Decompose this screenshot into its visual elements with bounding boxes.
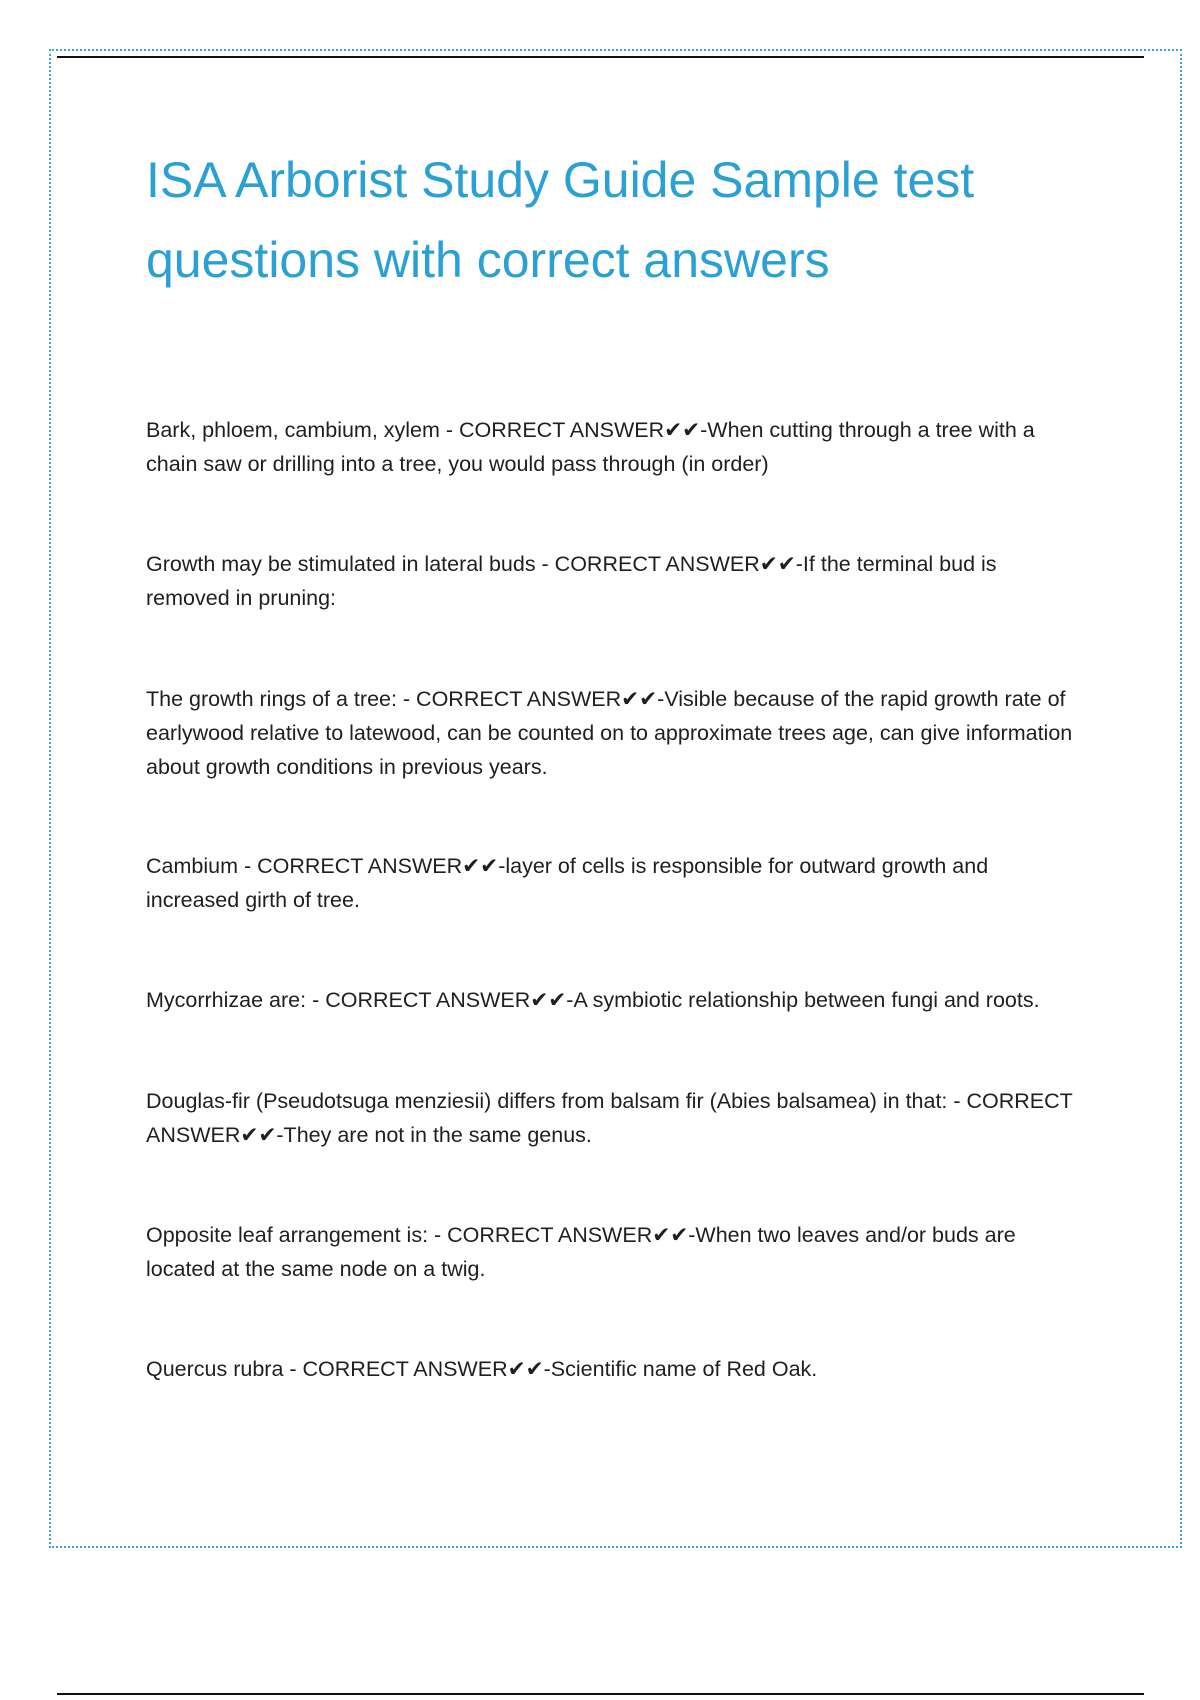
page-title: ISA Arborist Study Guide Sample test questions with correct answers <box>146 152 975 288</box>
qa-item: Growth may be stimulated in lateral buds - CORRECT ANSWER✔✔-If the terminal bud is removed in pruning: <box>146 552 997 610</box>
bottom-rule <box>57 1693 1144 1695</box>
qa-item: Mycorrhizae are: - CORRECT ANSWER✔✔-A symbiotic relationship between fungi and roots. <box>146 988 1040 1012</box>
qa-item: Opposite leaf arrangement is: - CORRECT ANSWER✔✔-When two leaves and/or buds are located at the same node on a twig. <box>146 1223 1016 1281</box>
qa-item: Cambium - CORRECT ANSWER✔✔-layer of cells is responsible for outward growth and increased girth of tree. <box>146 854 989 912</box>
qa-item: Quercus rubra - CORRECT ANSWER✔✔-Scientific name of Red Oak. <box>146 1357 818 1381</box>
top-rule <box>57 56 1144 58</box>
qa-item: Bark, phloem, cambium, xylem - CORRECT ANSWER✔✔-When cutting through a tree with a chain saw or drilling into a tree, you would pass through (in order) <box>146 418 1035 476</box>
qa-item: Douglas-fir (Pseudotsuga menziesii) differs from balsam fir (Abies balsamea) in that: - CORRECT ANSWER✔✔-They are not in the same genus. <box>146 1089 1073 1147</box>
qa-item: The growth rings of a tree: - CORRECT ANSWER✔✔-Visible because of the rapid growth rate of earlywood relative to latewood, can be counted on to approximate trees age, can give information about growth conditions in previous years. <box>146 687 1073 779</box>
